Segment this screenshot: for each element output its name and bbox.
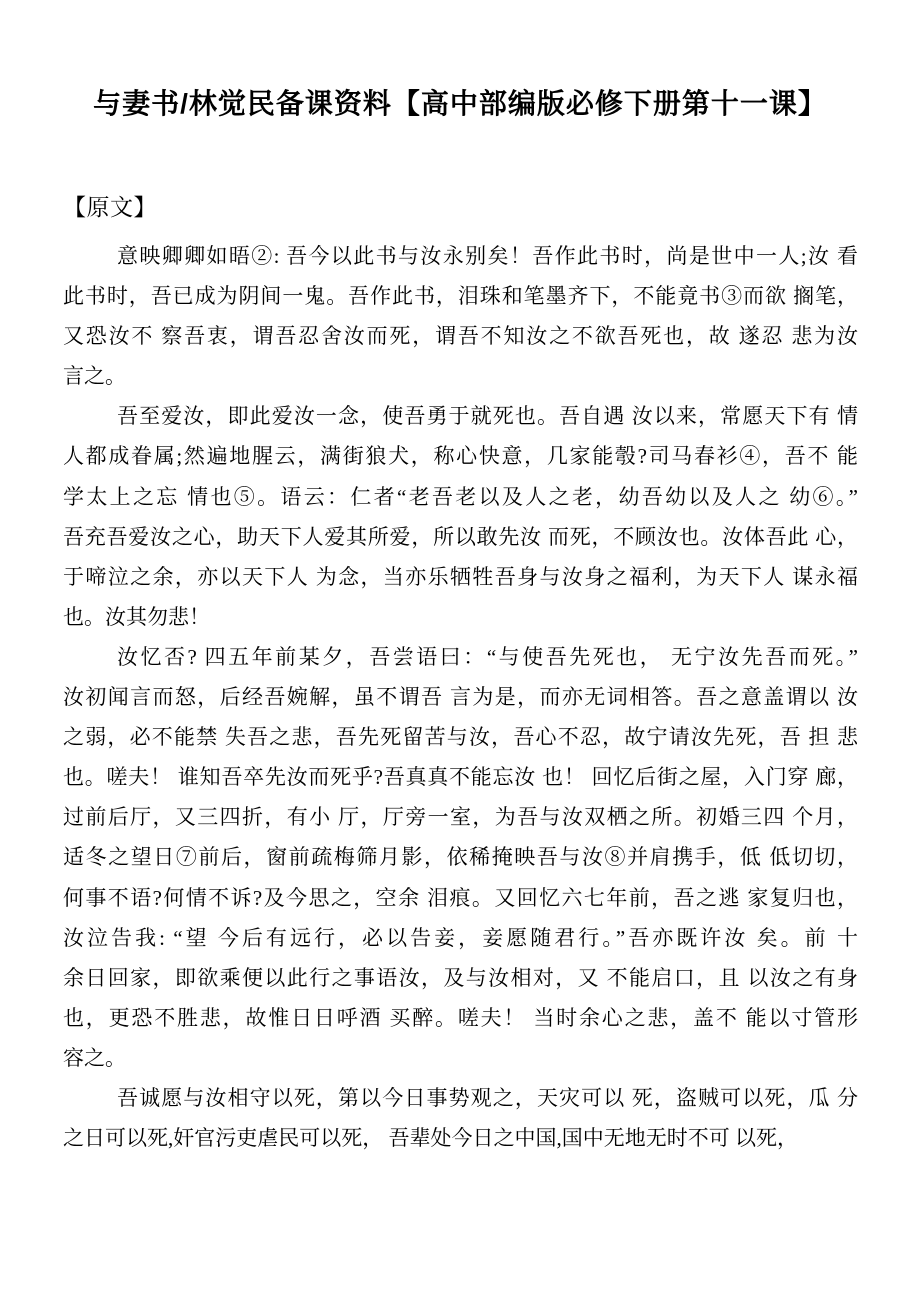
text-line: 也。嗟夫！ 谁知吾卒先汝而死乎?吾真真不能忘汝 也！ 回忆后街之屋，入门穿 廊， bbox=[63, 765, 858, 790]
paragraph bbox=[63, 396, 858, 637]
paragraph bbox=[63, 1078, 858, 1158]
text-line: 于啼泣之余，亦以天下人 为念，当亦乐牺牲吾身与汝身之福利，为天下人 谋永福 bbox=[63, 564, 858, 589]
document-title: 与妻书/林觉民备课资料【高中部编版必修下册第十一课】 bbox=[93, 88, 827, 119]
text-line: 意映卿卿如晤②: 吾今以此书与汝永别矣！吾作此书时，尚是世中一人;汝 看 bbox=[117, 244, 858, 268]
text-line: 汝泣告我: “望 今后有远行，必以告妾，妾愿随君行。”吾亦既许汝 矣。前 十 bbox=[63, 925, 858, 950]
text-line: 之日可以死,奸官污吏虐民可以死， 吾辈处今日之中国,国中无地无时不可 以死， bbox=[63, 1126, 798, 1151]
text-line: 汝初闻言而怒，后经吾婉解，虽不谓吾 言为是，而亦无词相答。吾之意盖谓以 汝 bbox=[63, 685, 858, 710]
document-body bbox=[63, 236, 858, 1158]
text-line: 吾诚愿与汝相守以死，第以今日事势观之，天灾可以 死，盗贼可以死，瓜 分 bbox=[117, 1085, 858, 1110]
text-line: 言之。 bbox=[63, 364, 126, 389]
text-line: 也，更恐不胜悲，故惟日日呼酒 买醉。嗟夫！ 当时余心之悲，盖不 能以寸管形 bbox=[63, 1005, 858, 1030]
text-line: 过前后厅，又三四折，有小 厅，厅旁一室，为吾与汝双栖之所。初婚三四 个月， bbox=[63, 805, 858, 830]
text-line: 学太上之忘 情也⑤。语云：仁者“老吾老以及人之老，幼吾幼以及人之 幼⑥。” bbox=[63, 484, 858, 509]
text-line: 人都成眷属;然遍地腥云，满街狼犬，称心快意，几家能彀?司马春衫④，吾不 能 bbox=[63, 444, 858, 469]
text-line: 吾至爱汝，即此爱汝一念，使吾勇于就死也。吾自遇 汝以来，常愿天下有 情 bbox=[117, 404, 858, 429]
text-line: 适冬之望日⑦前后，窗前疏梅筛月影，依稀掩映吾与汝⑧并肩携手，低 低切切， bbox=[63, 845, 858, 870]
paragraph bbox=[63, 236, 858, 396]
text-line: 此书时，吾已成为阴间一鬼。吾作此书，泪珠和笔墨齐下，不能竟书③而欲 搁笔， bbox=[63, 284, 858, 309]
paragraph bbox=[63, 637, 858, 1078]
text-line: 也。汝其勿悲！ bbox=[63, 604, 210, 629]
text-line: 又恐汝不 察吾衷，谓吾忍舍汝而死，谓吾不知汝之不欲吾死也，故 遂忍 悲为汝 bbox=[63, 324, 858, 349]
text-line: 容之。 bbox=[63, 1045, 126, 1070]
text-line: 之弱，必不能禁 失吾之悲，吾先死留苦与汝，吾心不忍，故宁请汝先死，吾 担 悲 bbox=[63, 725, 858, 750]
text-line: 何事不语?何情不诉?及今思之，空余 泪痕。又回忆六七年前，吾之逃 家复归也， bbox=[63, 885, 858, 910]
text-line: 余日回家，即欲乘便以此行之事语汝，及与汝相对，又 不能启口，且 以汝之有身 bbox=[63, 965, 858, 990]
section-heading-original-text: 【原文】 bbox=[63, 195, 157, 220]
text-line: 吾充吾爱汝之心，助天下人爱其所爱，所以敢先汝 而死，不顾汝也。汝体吾此 心， bbox=[63, 524, 858, 549]
text-line: 汝忆否? 四五年前某夕，吾尝语曰：“与使吾先死也， 无宁汝先吾而死。” bbox=[117, 644, 858, 669]
